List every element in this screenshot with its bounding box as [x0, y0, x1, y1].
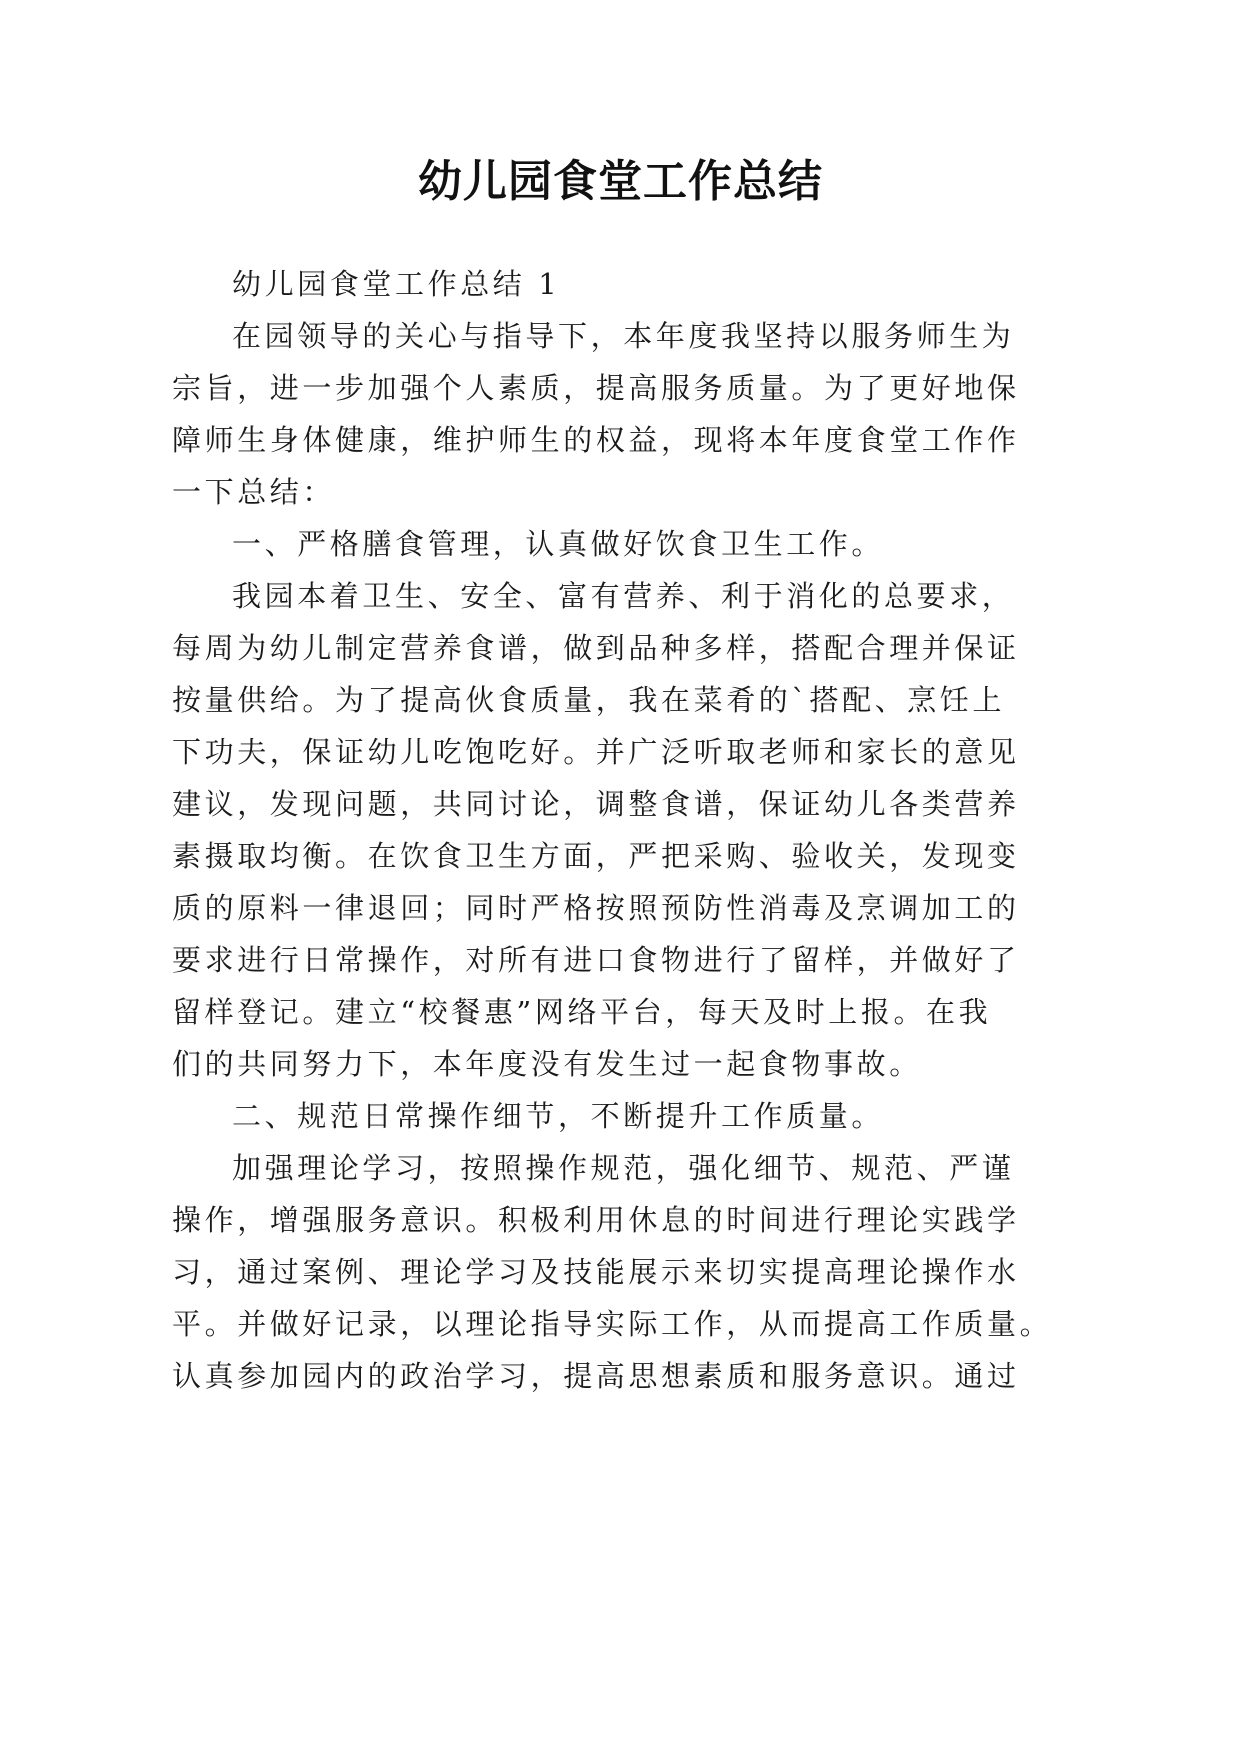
body-line: 一下总结： — [172, 475, 336, 509]
body-line: 在园领导的关心与指导下，本年度我坚持以服务师生为 — [232, 319, 1015, 353]
body-line: 我园本着卫生、安全、富有营养、利于消化的总要求， — [232, 579, 1015, 613]
body-line: 习，通过案例、理论学习及技能展示来切实提高理论操作水 — [172, 1255, 1020, 1289]
body-line: 按量供给。为了提高伙食质量，我在菜肴的`搭配、烹饪上 — [172, 683, 1006, 717]
body-line: 认真参加园内的政治学习，提高思想素质和服务意识。通过 — [172, 1359, 1020, 1393]
section-heading: 幼儿园食堂工作总结 1 — [232, 267, 561, 301]
body-line: 操作，增强服务意识。积极利用休息的时间进行理论实践学 — [172, 1203, 1020, 1237]
body-line: 宗旨，进一步加强个人素质，提高服务质量。为了更好地保 — [172, 371, 1020, 405]
document-title: 幼儿园食堂工作总结 — [418, 156, 823, 207]
body-line: 建议，发现问题，共同讨论，调整食谱，保证幼儿各类营养 — [172, 787, 1020, 821]
body-line: 下功夫，保证幼儿吃饱吃好。并广泛听取老师和家长的意见 — [172, 735, 1020, 769]
body-line: 平。并做好记录，以理论指导实际工作，从而提高工作质量。 — [172, 1307, 1053, 1341]
body-line: 加强理论学习，按照操作规范，强化细节、规范、严谨 — [232, 1151, 1015, 1185]
body-line: 素摄取均衡。在饮食卫生方面，严把采购、验收关，发现变 — [172, 839, 1020, 873]
body-line: 留样登记。建立“校餐惠”网络平台，每天及时上报。在我 — [172, 995, 992, 1029]
body-line: 障师生身体健康，维护师生的权益，现将本年度食堂工作作 — [172, 423, 1020, 457]
body-line: 们的共同努力下，本年度没有发生过一起食物事故。 — [172, 1047, 922, 1081]
section-heading: 一、严格膳食管理，认真做好饮食卫生工作。 — [232, 527, 885, 561]
section-heading: 二、规范日常操作细节，不断提升工作质量。 — [232, 1099, 885, 1133]
body-line: 要求进行日常操作，对所有进口食物进行了留样，并做好了 — [172, 943, 1020, 977]
body-line: 质的原料一律退回；同时严格按照预防性消毒及烹调加工的 — [172, 891, 1020, 925]
body-line: 每周为幼儿制定营养食谱，做到品种多样，搭配合理并保证 — [172, 631, 1020, 665]
